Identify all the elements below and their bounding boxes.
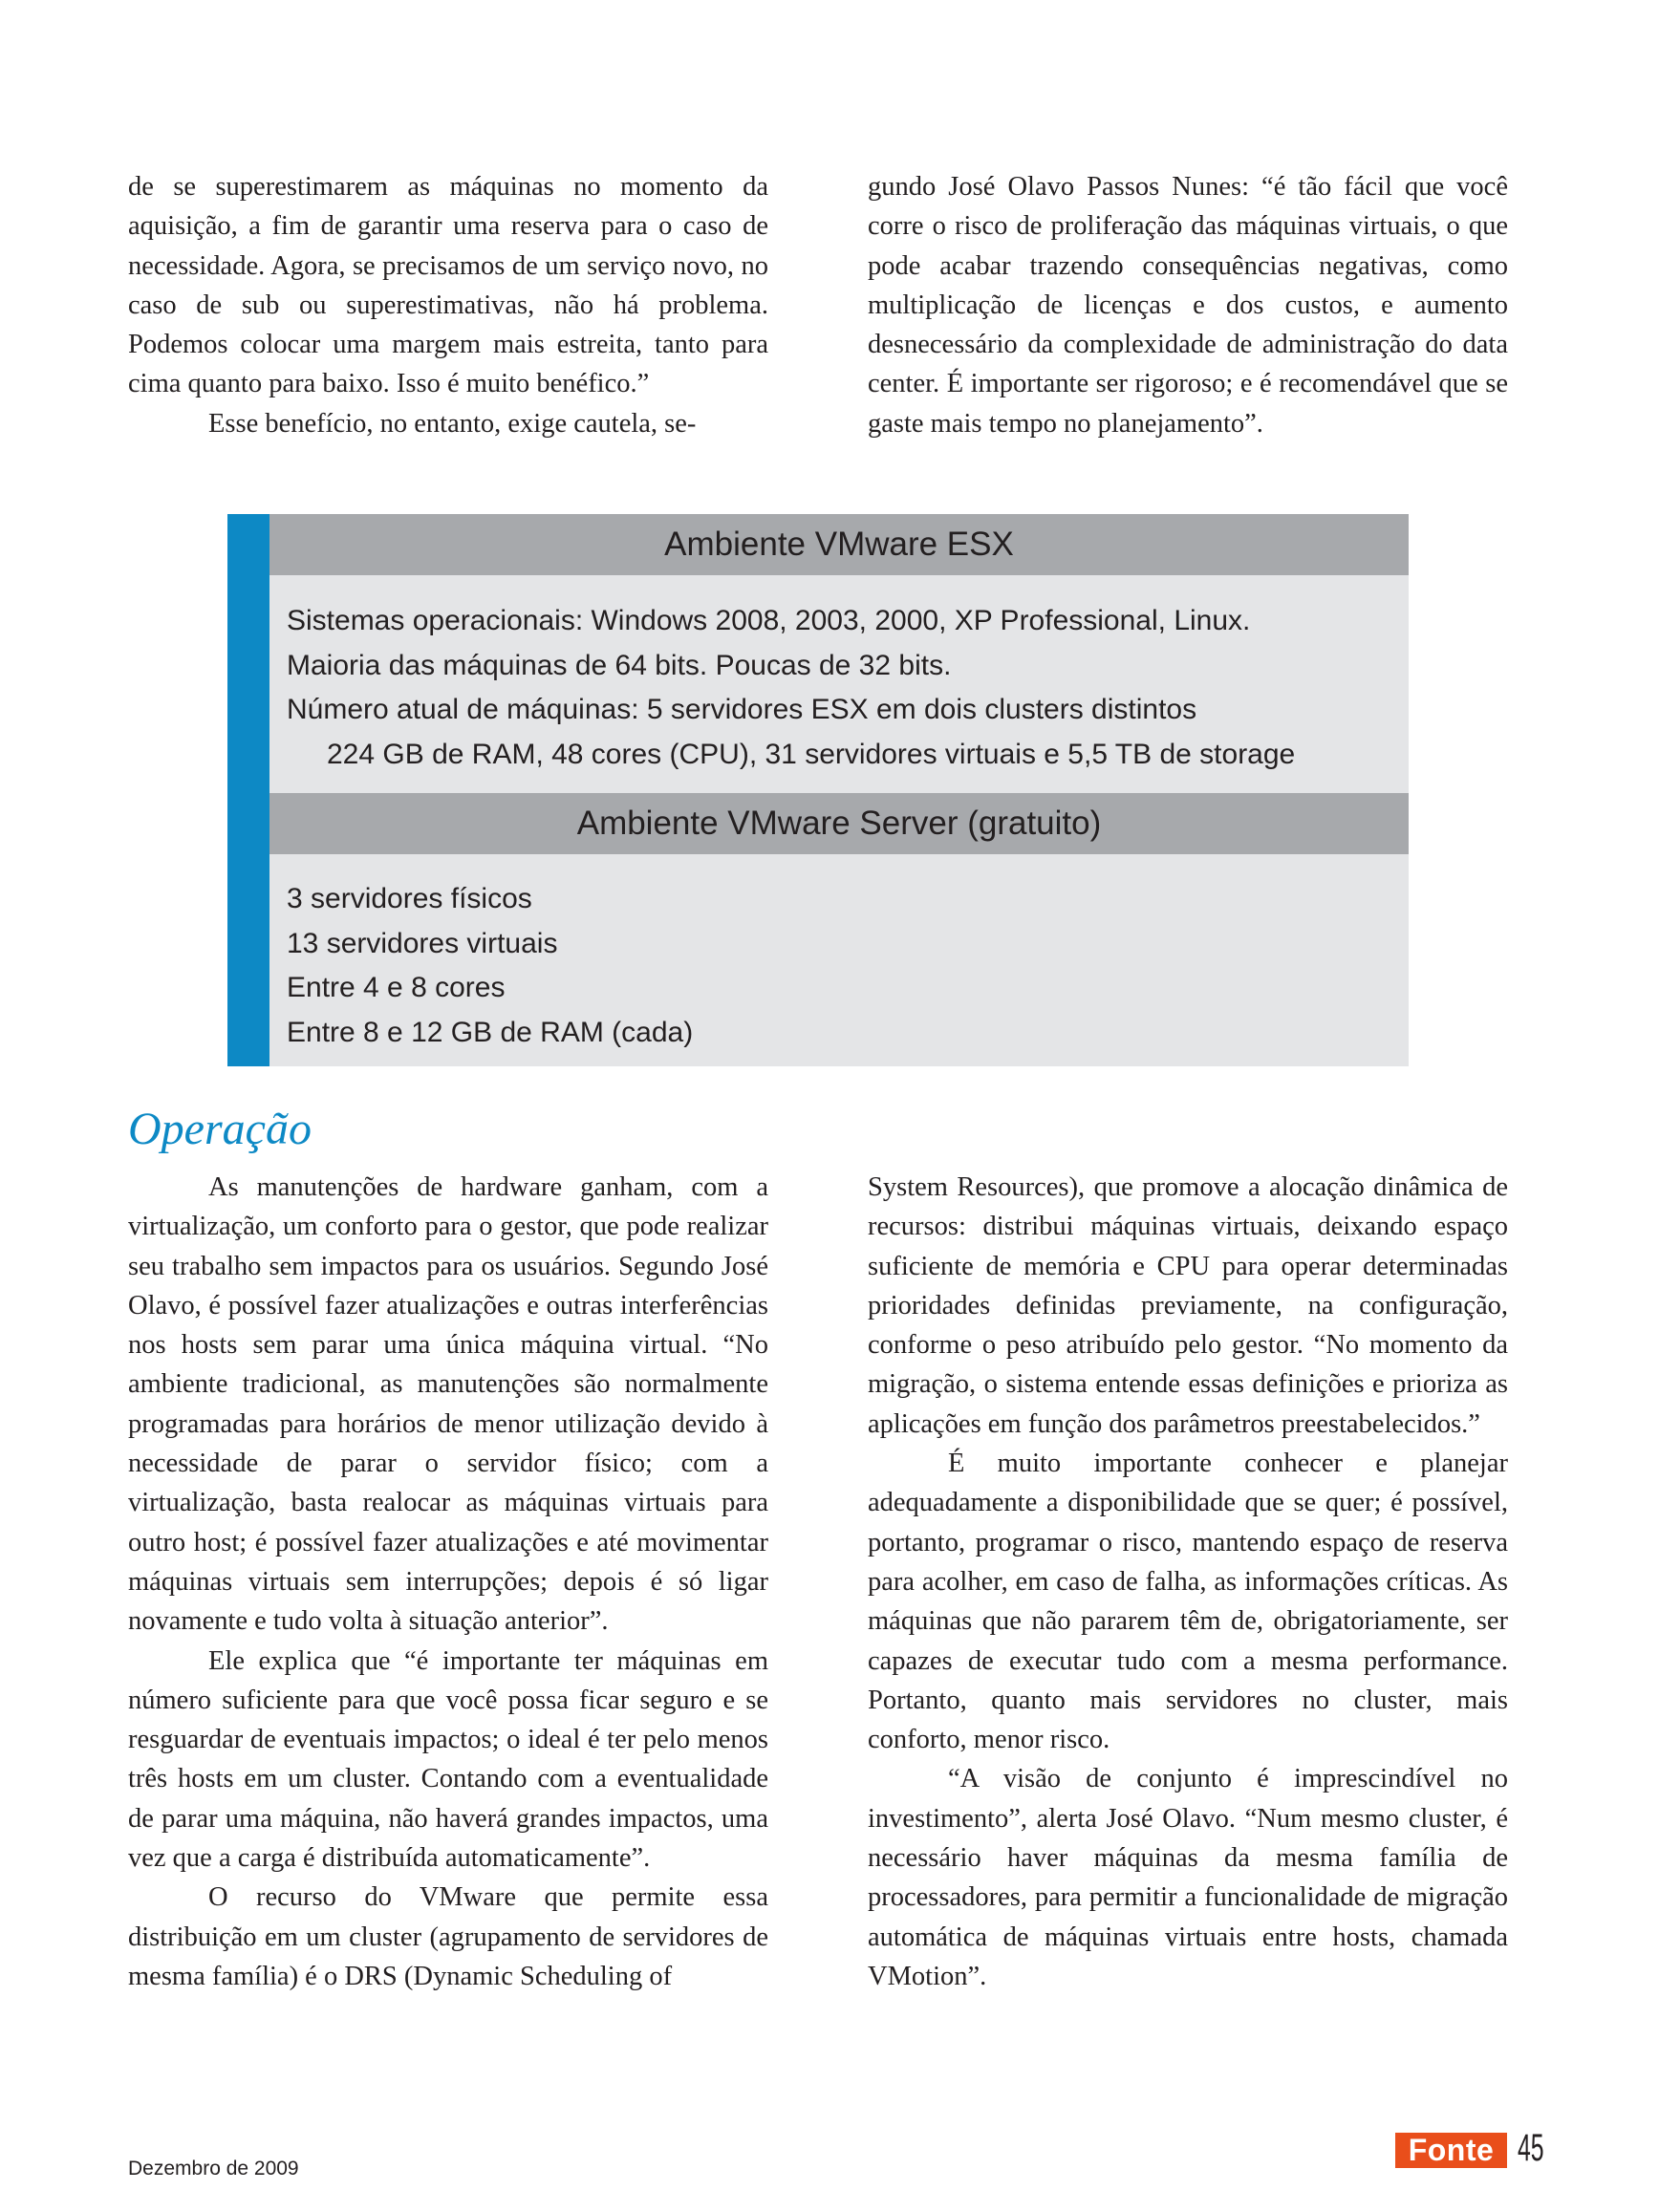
environment-info-box xyxy=(227,514,1409,1066)
paragraph: O recurso do VMware que permite essa distribuição em um cluster (agrupamento de servidores de mesma família) é o DRS (Dynamic Scheduling of xyxy=(128,1882,768,1991)
esx-line: Número atual de máquinas: 5 servidores ESX em dois clusters distintos xyxy=(287,694,1197,725)
paragraph: de se superestimarem as máquinas no momento da aquisição, a fim de garantir uma reserva para o caso de necessidade. Agora, se precisamos de um serviço novo, no caso de sub ou superestimativas, não há problema. Podemos colocar uma margem mais estreita, tanto para cima quanto para baixo. Isso é muito benéfico.” xyxy=(128,172,768,399)
fonte-logo: Fonte xyxy=(1395,2133,1507,2168)
bottom-left-column xyxy=(128,1168,768,1996)
paragraph: É muito importante conhecer e planejar adequadamente a disponibilidade que se quer; é possível, portanto, programar o risco, mantendo espaço de reserva para acolher, em caso de falha, as informações críticas. As máquinas que não pararem têm de, obrigatoriamente, ser capazes de executar tudo com a mesma performance. Portanto, quanto mais servidores no cluster, mais conforto, menor risco. xyxy=(868,1449,1508,1755)
server-line: Entre 8 e 12 GB de RAM (cada) xyxy=(287,1016,694,1048)
page-number: 45 xyxy=(1518,2127,1544,2169)
paragraph: Ele explica que “é importante ter máquinas em número suficiente para que você possa ficar seguro e se resguardar de eventuais impactos; o ideal é ter pelo menos três hosts em um cluster. Contando com a eventualidade de parar uma máquina, não haverá grandes impactos, uma vez que a carga é distribuída automaticamente”. xyxy=(128,1645,768,1874)
server-line: 13 servidores virtuais xyxy=(287,927,558,959)
server-line: Entre 4 e 8 cores xyxy=(287,972,506,1003)
footer-date: Dezembro de 2009 xyxy=(128,2158,299,2180)
esx-details xyxy=(287,599,1390,777)
server-line: 3 servidores físicos xyxy=(287,883,532,914)
paragraph: As manutenções de hardware ganham, com a virtualização, um conforto para o gestor, que pode realizar seu trabalho sem impactos para os usuários. Segundo José Olavo, é possível fazer atualizações e outras interferências nos hosts sem parar uma única máquina virtual. “No ambiente tradicional, as manutenções são normalmente programadas para horários de menor utilização devido à necessidade de parar o servidor físico; com a virtualização, basta realocar as máquinas virtuais para outro host; é possível fazer atualizações e até movimentar máquinas virtuais sem interrupções; depois é só ligar novamente e tudo volta à situação anterior”. xyxy=(128,1172,768,1637)
top-left-column xyxy=(128,167,768,443)
server-details xyxy=(287,877,1390,1055)
esx-line: Sistemas operacionais: Windows 2008, 2003, 2000, XP Professional, Linux. xyxy=(287,605,1251,636)
top-right-column xyxy=(868,167,1508,443)
bottom-right-column xyxy=(868,1168,1508,1996)
esx-header: Ambiente VMware ESX xyxy=(269,514,1409,575)
paragraph: System Resources), que promove a alocação dinâmica de recursos: distribui máquinas virtuais, deixando espaço suficiente de memória e CPU para operar determinadas prioridades definidas previamente, na configuração, conforme o peso atribuído pelo gestor. “No momento da migração, o sistema entende essas definições e prioriza as aplicações em função dos parâmetros preestabelecidos.” xyxy=(868,1172,1508,1439)
esx-line: 224 GB de RAM, 48 cores (CPU), 31 servidores virtuais e 5,5 TB de storage xyxy=(327,738,1296,770)
esx-line: Maioria das máquinas de 64 bits. Poucas de 32 bits. xyxy=(287,649,952,681)
server-header: Ambiente VMware Server (gratuito) xyxy=(269,793,1409,854)
section-title: Operação xyxy=(128,1104,312,1154)
accent-bar xyxy=(227,514,269,1066)
paragraph: “A visão de conjunto é imprescindível no investimento”, alerta José Olavo. “Num mesmo cluster, é necessário haver máquinas da mesma família de processadores, para permitir a funcionalidade de migração automática de máquinas virtuais entre hosts, chamada VMotion”. xyxy=(868,1764,1508,1991)
paragraph: gundo José Olavo Passos Nunes: “é tão fácil que você corre o risco de proliferação das máquinas virtuais, o que pode acabar trazendo consequências negativas, como multiplicação de licenças e dos custos, e aumento desnecessário da complexidade de administração do data center. É importante ser rigoroso; e é recomendável que se gaste mais tempo no planejamento”. xyxy=(868,172,1508,439)
paragraph: Esse benefício, no entanto, exige cautela, se- xyxy=(208,408,697,439)
